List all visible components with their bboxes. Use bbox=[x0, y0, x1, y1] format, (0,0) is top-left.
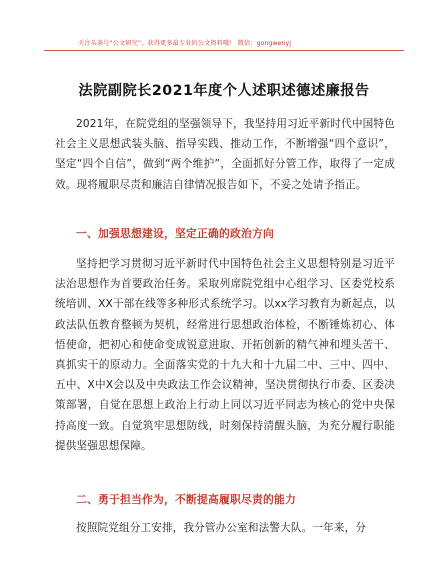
section1-block bbox=[55, 254, 395, 456]
section2-paragraph: 按照院党组分工安排，我分管办公室和法警大队。一年来，分 bbox=[76, 522, 367, 534]
section1-heading: 一、加强思想建设，坚定正确的政治方向 bbox=[76, 227, 274, 240]
intro-paragraph: 2021年，在院党组的坚强领导下，我坚持用习近平新时代中国特色社会主义思想武装头脑、指导实践、推动工作，不断增强“四个意识”，坚定“四个自信”，做到“两个维护”，全面抓好分管工作，取得了一定成效。现将履职尽责和廉洁自律情况报告如下，不妥之处请予指正。 bbox=[55, 118, 395, 191]
intro-block bbox=[55, 114, 395, 195]
document-title: 法院副院长2021年度个人述职述德述廉报告 bbox=[78, 83, 370, 99]
section1-paragraph: 坚持把学习贯彻习近平新时代中国特色社会主义思想特别是习近平法治思想作为首要政治任务。采取列席院党组中心组学习、区委党校系统培训、XX干部在线等多种形式系统学习。以xx学习教育为新起点，以政法队伍教育整顿为契机，经常进行思想政治体检，不断锤炼初心、体悟使命，把初心和使命变成锐意进取、开拓创新的精气神和埋头苦干、真抓实干的原动力。全面落实党的十九大和十九届二中、三中、四中、五中、X中X会以及中央政法工作会议精神，坚决贯彻执行市委、区委决策部署，自觉在思想上政治上行动上同以习近平同志为核心的党中央保持高度一致。自觉筑牢思想防线，时刻保持清醒头脑，为充分履行职能提供坚强思想保障。 bbox=[55, 258, 395, 452]
header-divider bbox=[44, 50, 404, 51]
section2-heading-block bbox=[55, 490, 395, 510]
header-note: 关注头条号“公文研究”，获得更多最专业的公文资料哦！ 微信：gongwenyj bbox=[78, 40, 292, 47]
section2-heading: 二、勇于担当作为，不断提高履职尽责的能力 bbox=[76, 493, 296, 506]
section1-heading-block bbox=[55, 224, 395, 244]
section2-block bbox=[55, 518, 395, 538]
